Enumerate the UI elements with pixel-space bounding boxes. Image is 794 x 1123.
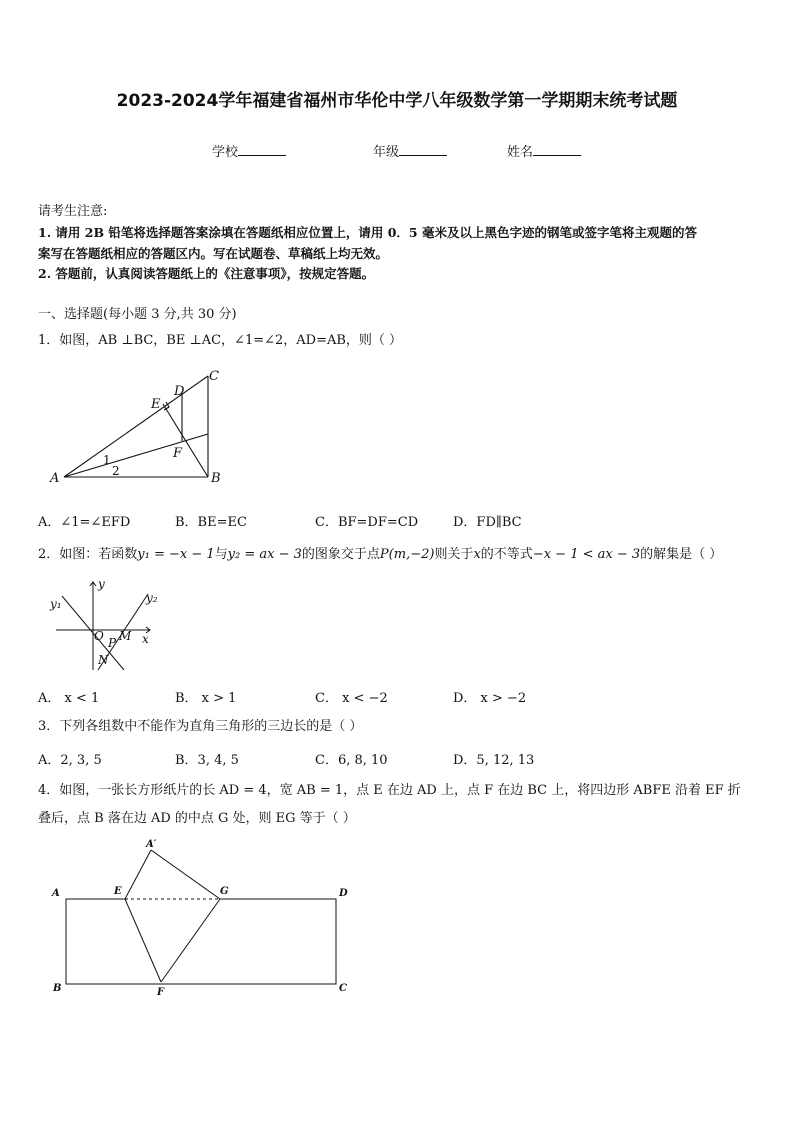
grade-label: 年级 bbox=[373, 145, 400, 160]
question-4-stem-line-2: 叠后，点 B 落在边 AD 的中点 G 处，则 EG 等于（ ） bbox=[38, 811, 356, 826]
label-D: D bbox=[339, 888, 348, 899]
segment-A-bisector bbox=[64, 434, 208, 477]
label-F: F bbox=[157, 987, 165, 998]
question-1-option-a[interactable]: A．∠1=∠EFD bbox=[38, 515, 131, 530]
axis-x-label: x bbox=[142, 632, 149, 646]
question-3-option-d[interactable]: D．5, 12, 13 bbox=[453, 753, 535, 768]
question-4-stem-line-1: 4．如图，一张长方形纸片的长 AD = 4，宽 AB = 1，点 E 在边 AD 上，点 F 在边 BC 上，将四边形 ABFE 沿着 EF 折 bbox=[38, 783, 741, 798]
label-B: B bbox=[211, 471, 221, 486]
section-heading: 一、选择题(每小题 3 分,共 30 分) bbox=[38, 307, 237, 322]
notice-item-1: 1. 请用 2B 铅笔将选择题答案涂填在答题纸相应位置上，请用 0．5 毫米及以上黑色字迹的钢笔或签字笔将主观题的答 bbox=[38, 225, 697, 240]
q2-inequality: −x − 1 < ax − 3 bbox=[532, 547, 641, 562]
label-F: F bbox=[173, 446, 183, 461]
q2-y1-expr: y₁ = −x − 1 bbox=[137, 547, 215, 562]
notice-item-2: 2. 答题前，认真阅读答题纸上的《注意事项》，按规定答题。 bbox=[38, 266, 375, 281]
question-1-option-c[interactable]: C．BF=DF=CD bbox=[315, 515, 419, 530]
name-label: 姓名 bbox=[507, 145, 534, 160]
rectangle-ABCD bbox=[66, 899, 336, 984]
question-2-stem bbox=[38, 544, 722, 565]
label-C: C bbox=[209, 369, 219, 384]
origin-label: O bbox=[94, 629, 104, 643]
school-label: 学校 bbox=[212, 145, 239, 160]
label-E: E bbox=[151, 397, 161, 412]
question-3-stem: 3．下列各组数中不能作为直角三角形的三边长的是（ ） bbox=[38, 719, 363, 734]
q2-y2-expr: y₂ = ax − 3 bbox=[227, 547, 302, 562]
angle-2-label: 2 bbox=[112, 464, 120, 478]
question-4-figure bbox=[48, 836, 358, 1000]
notice-heading: 请考生注意: bbox=[38, 204, 108, 219]
point-P-label: P bbox=[108, 636, 117, 650]
question-2-option-d[interactable]: D． x > −2 bbox=[453, 691, 527, 706]
question-1-option-b[interactable]: B．BE=EC bbox=[175, 515, 247, 530]
question-3-option-c[interactable]: C．6, 8, 10 bbox=[315, 753, 388, 768]
y2-label: y₂ bbox=[146, 591, 158, 605]
question-1-stem: 1．如图，AB ⊥BC，BE ⊥AC，∠1=∠2，AD=AB，则（ ） bbox=[38, 333, 403, 348]
segment-AC bbox=[64, 376, 208, 477]
question-1-option-d[interactable]: D．FD∥BC bbox=[453, 515, 522, 530]
point-M-label: M bbox=[119, 629, 132, 643]
q2-var: x bbox=[473, 547, 481, 562]
segment-EF bbox=[125, 899, 161, 982]
segment-GF bbox=[161, 899, 220, 982]
question-2-option-c[interactable]: C． x < −2 bbox=[315, 691, 388, 706]
q2-text-b: 的图象交于点 bbox=[301, 547, 380, 562]
school-blank bbox=[238, 143, 286, 156]
y1-label: y₁ bbox=[50, 597, 62, 611]
question-2-option-a[interactable]: A． x < 1 bbox=[38, 691, 100, 706]
point-N-label: N bbox=[98, 653, 109, 667]
page-title: 2023-2024学年福建省福州市华伦中学八年级数学第一学期期末统考试题 bbox=[116, 91, 678, 111]
school-field bbox=[212, 141, 286, 160]
question-3-option-a[interactable]: A．2, 3, 5 bbox=[38, 753, 102, 768]
q2-text-mid: 与 bbox=[214, 547, 228, 562]
axis-y-label: y bbox=[98, 577, 105, 591]
notice-item-1-cont: 案写在答题纸相应的答题区内。写在试题卷、草稿纸上均无效。 bbox=[38, 246, 389, 261]
q2-text-a: 2．如图：若函数 bbox=[38, 547, 138, 562]
angle-1-label: 1 bbox=[103, 453, 111, 467]
question-3-option-b[interactable]: B．3, 4, 5 bbox=[175, 753, 239, 768]
question-2-figure bbox=[48, 576, 168, 674]
label-A-prime: A′ bbox=[146, 839, 157, 850]
label-A: A bbox=[52, 888, 60, 899]
q2-text-e: 的解集是（ ） bbox=[640, 547, 723, 562]
segment-A1G bbox=[151, 850, 220, 899]
grade-field bbox=[373, 141, 447, 160]
q2-point: P(m,−2) bbox=[379, 547, 435, 562]
label-B: B bbox=[53, 983, 62, 994]
q2-text-c: 则关于 bbox=[434, 547, 474, 562]
label-G: G bbox=[220, 886, 229, 897]
q2-text-d: 的不等式 bbox=[480, 547, 533, 562]
segment-BE bbox=[163, 404, 208, 477]
segment-EA1 bbox=[125, 850, 151, 899]
name-field bbox=[507, 141, 581, 160]
question-2-option-b[interactable]: B． x > 1 bbox=[175, 691, 237, 706]
grade-blank bbox=[399, 143, 447, 156]
label-E: E bbox=[114, 886, 122, 897]
label-D: D bbox=[174, 384, 185, 399]
label-A: A bbox=[50, 471, 60, 486]
question-1-figure bbox=[40, 362, 240, 492]
label-C: C bbox=[339, 983, 347, 994]
name-blank bbox=[533, 143, 581, 156]
